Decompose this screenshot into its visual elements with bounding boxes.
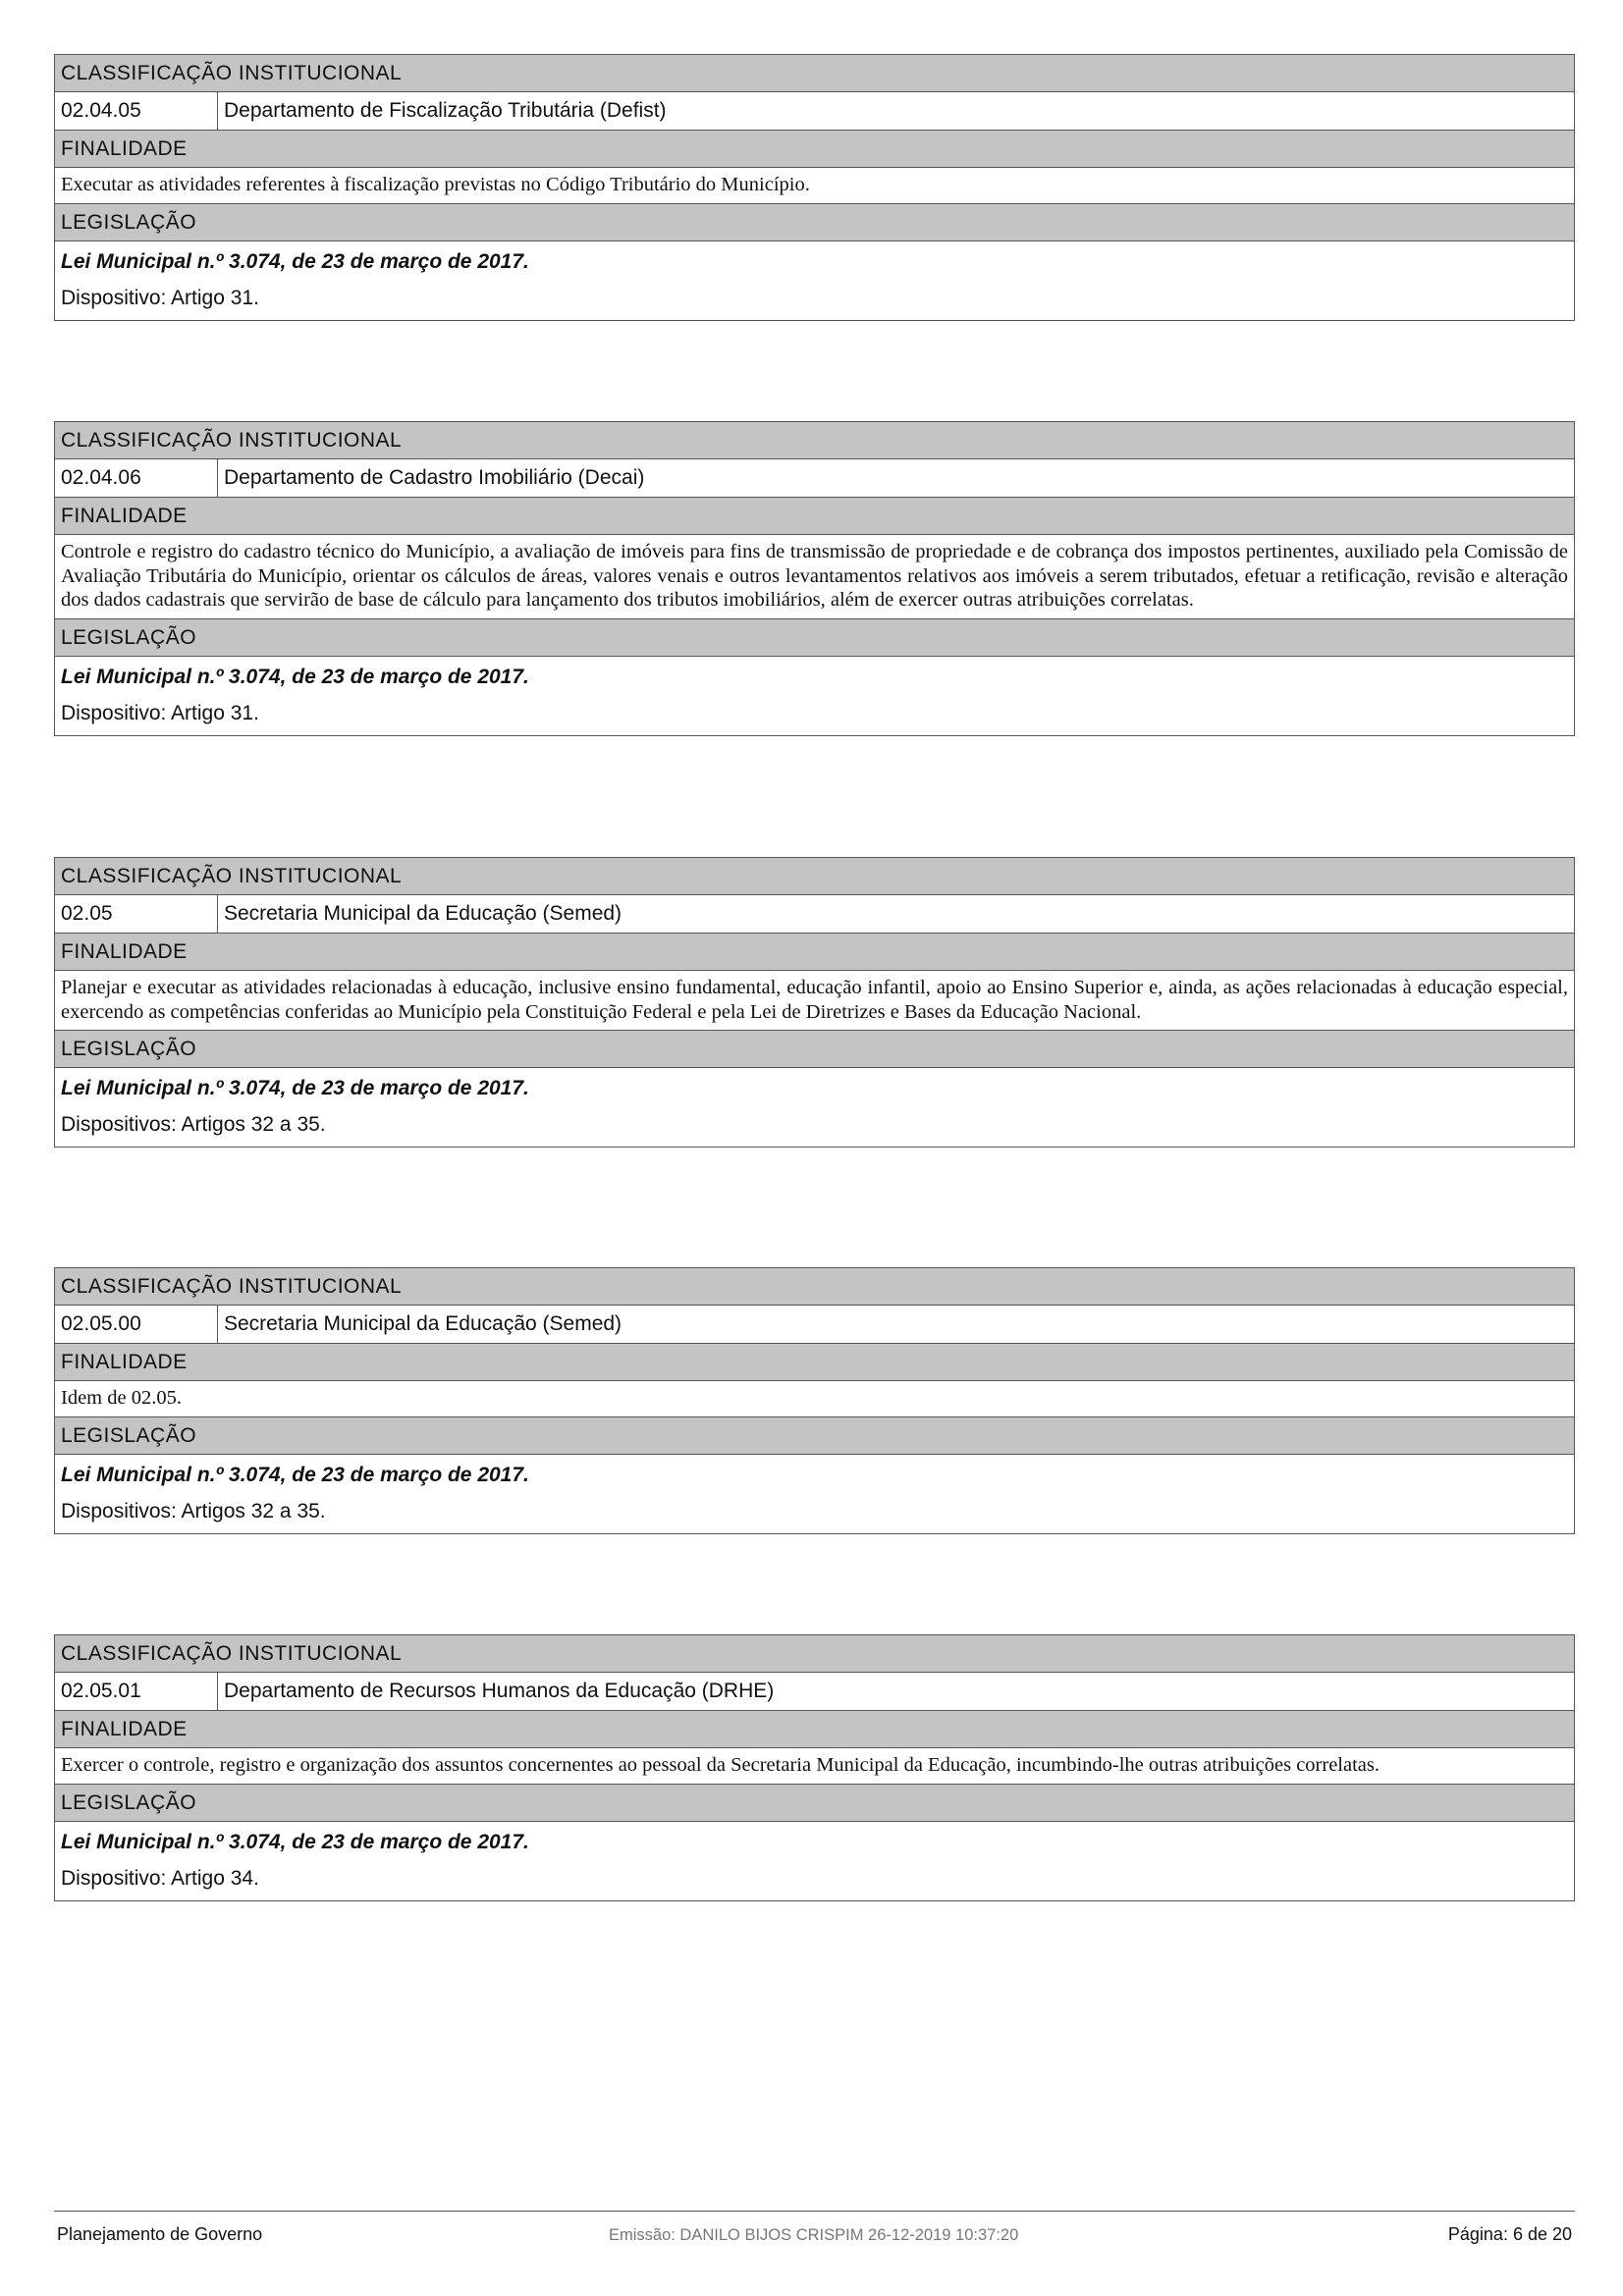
law-reference: Lei Municipal n.º 3.074, de 23 de março de 2017. — [61, 1830, 529, 1853]
institution-code: 02.04.06 — [55, 459, 218, 497]
institution-code: 02.05.00 — [55, 1306, 218, 1343]
institution-name: Secretaria Municipal da Educação (Semed) — [224, 902, 622, 925]
institution-name: Departamento de Recursos Humanos da Educação (DRHE) — [224, 1680, 775, 1702]
finalidade-text: Controle e registro do cadastro técnico do Município, a avaliação de imóveis para fins de transmissão de propriedade e de cobrança dos impostos pertinentes, auxiliado pela Comissão de Avaliação Tributária do Município, orientar os cálculos de áreas, valores venais e outros levantamentos relativos aos imóveis a serem tributados, efetuar a retificação, revisão e alteração dos dados cadastrais que servirão de base de cálculo para lançamento dos tributos imobiliários, além de exercer outras atribuições correlatas. — [55, 535, 1574, 619]
footer-divider — [54, 2211, 1575, 2212]
classification-header: CLASSIFICAÇÃO INSTITUCIONAL — [55, 1268, 1574, 1306]
code-row — [55, 459, 1574, 498]
legislacao-content — [55, 1822, 1574, 1900]
institution-code: 02.05.01 — [55, 1673, 218, 1710]
classification-header: CLASSIFICAÇÃO INSTITUCIONAL — [55, 1635, 1574, 1673]
legislacao-content — [55, 657, 1574, 735]
law-reference: Lei Municipal n.º 3.074, de 23 de março de 2017. — [61, 1463, 529, 1486]
dispositivo-text: Dispositivos: Artigos 32 a 35. — [61, 1113, 326, 1137]
legislacao-header: LEGISLAÇÃO — [55, 619, 1574, 657]
finalidade-text: Idem de 02.05. — [55, 1381, 1574, 1417]
finalidade-header: FINALIDADE — [55, 1344, 1574, 1381]
dispositivo-text: Dispositivo: Artigo 31. — [61, 701, 259, 724]
footer-emission: Emissão: DANILO BIJOS CRISPIM 26-12-2019 10:37:20 — [609, 2226, 1019, 2244]
code-row — [55, 1673, 1574, 1711]
law-reference: Lei Municipal n.º 3.074, de 23 de março de 2017. — [61, 665, 529, 688]
dispositivo-text: Dispositivos: Artigos 32 a 35. — [61, 1499, 326, 1522]
footer-title: Planejamento de Governo — [57, 2224, 263, 2244]
legislacao-content — [55, 1455, 1574, 1533]
legislacao-header: LEGISLAÇÃO — [55, 204, 1574, 241]
classification-block — [54, 54, 1575, 321]
classification-block — [54, 421, 1575, 736]
finalidade-text: Exercer o controle, registro e organização dos assuntos concernentes ao pessoal da Secretaria Municipal da Educação, incumbindo-lhe outras atribuições correlatas. — [55, 1748, 1574, 1785]
legislacao-header: LEGISLAÇÃO — [55, 1417, 1574, 1455]
institution-name: Secretaria Municipal da Educação (Semed) — [224, 1312, 622, 1335]
classification-header: CLASSIFICAÇÃO INSTITUCIONAL — [55, 858, 1574, 895]
institution-name: Departamento de Fiscalização Tributária (Defist) — [224, 99, 667, 122]
finalidade-text: Executar as atividades referentes à fiscalização previstas no Código Tributário do Município. — [55, 168, 1574, 204]
classification-block — [54, 857, 1575, 1148]
finalidade-header: FINALIDADE — [55, 1711, 1574, 1748]
institution-name: Departamento de Cadastro Imobiliário (Decai) — [224, 466, 645, 489]
code-row — [55, 92, 1574, 131]
page-number: Página: 6 de 20 — [1447, 2224, 1572, 2244]
code-row — [55, 1306, 1574, 1344]
code-row — [55, 895, 1574, 934]
finalidade-header: FINALIDADE — [55, 131, 1574, 168]
law-reference: Lei Municipal n.º 3.074, de 23 de março de 2017. — [61, 1077, 529, 1100]
finalidade-header: FINALIDADE — [55, 498, 1574, 535]
institution-code: 02.05 — [55, 895, 218, 933]
finalidade-header: FINALIDADE — [55, 934, 1574, 971]
legislacao-header: LEGISLAÇÃO — [55, 1785, 1574, 1822]
dispositivo-text: Dispositivo: Artigo 31. — [61, 286, 259, 309]
legislacao-content — [55, 1068, 1574, 1147]
classification-block — [54, 1634, 1575, 1901]
classification-block — [54, 1267, 1575, 1534]
law-reference: Lei Municipal n.º 3.074, de 23 de março de 2017. — [61, 249, 529, 273]
classification-header: CLASSIFICAÇÃO INSTITUCIONAL — [55, 55, 1574, 92]
institution-code: 02.04.05 — [55, 92, 218, 130]
classification-header: CLASSIFICAÇÃO INSTITUCIONAL — [55, 422, 1574, 459]
legislacao-content — [55, 241, 1574, 320]
dispositivo-text: Dispositivo: Artigo 34. — [61, 1866, 259, 1890]
legislacao-header: LEGISLAÇÃO — [55, 1031, 1574, 1068]
finalidade-text: Planejar e executar as atividades relacionadas à educação, inclusive ensino fundamental, educação infantil, apoio ao Ensino Superior e, ainda, as ações relacionadas à educação especial, exercendo as competências conferidas ao Município pela Constituição Federal e pela Lei de Diretrizes e Bases da Educação Nacional. — [55, 971, 1574, 1031]
